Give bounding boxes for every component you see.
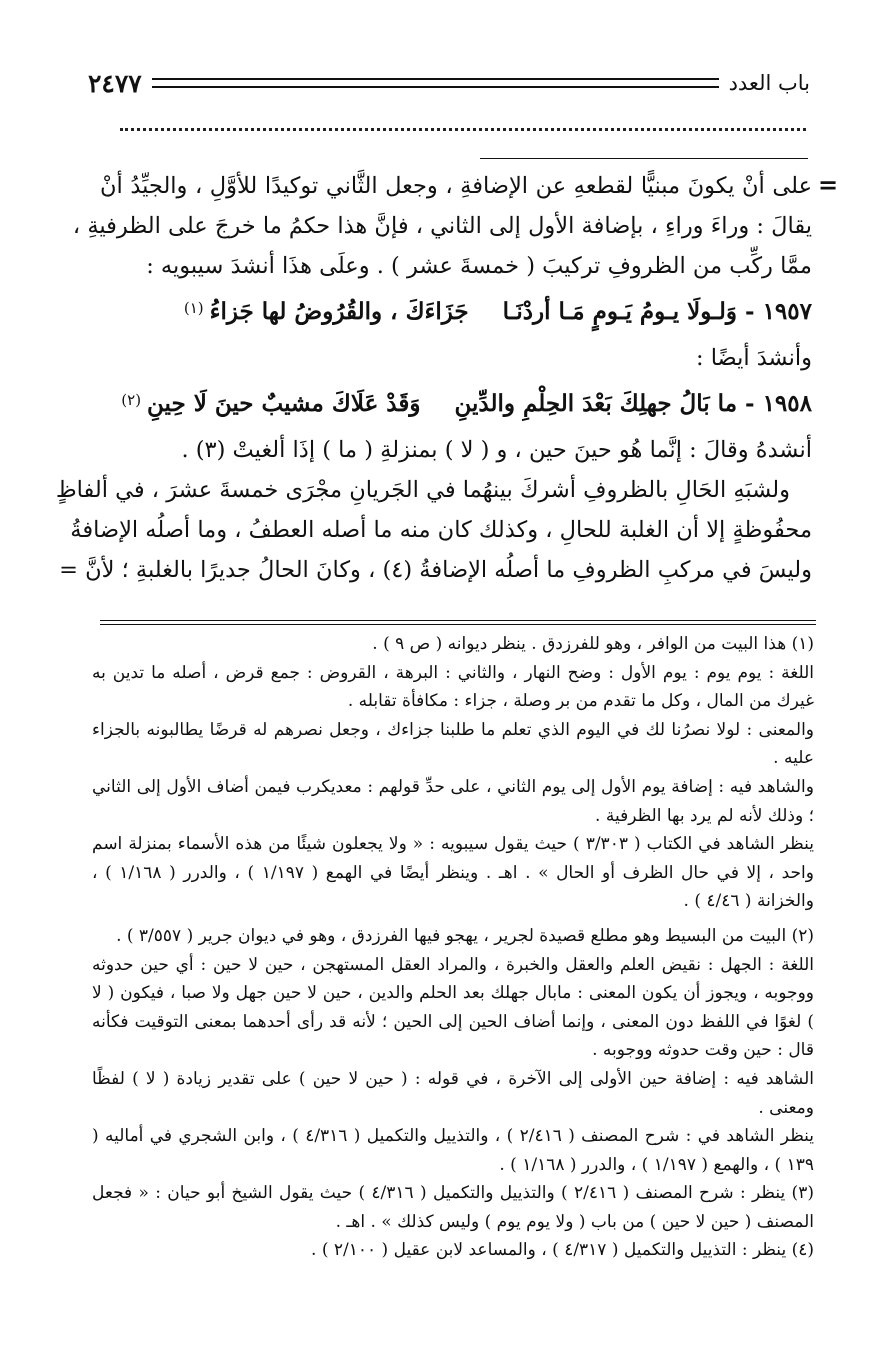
continuation-mark-start: = [818,170,839,199]
footnote-4: (٤) ينظر : التذييل والتكميل ( ٤/٣١٧ ) ، والمساعد لابن عقيل ( ٢/١٠٠ ) . [311,1240,814,1261]
verse-hemistich-2: وَقَدْ عَلَاكَ مشيبٌ حينَ لَا حِينِ [147,390,421,417]
verse-hemistich-2: جَزَاءَكَ ، والقُرُوضُ لها جَزاءُ [209,298,469,325]
text-line: على أنْ يكونَ مبنيًّا لقطعهِ عن الإضافةِ ، وجعل الثَّاني توكيدًا للأوَّلِ ، والجيِّدُ أنْ [100,173,812,199]
footnote-2-lexicon: اللغة : الجهل : نقيض العلم والعقل والخبرة ، والمراد العقل المستهجن ، حين لا حين : أي حين حدوثه ووجوبه ، ويجوز أن يكون المعنى : مابال جهلك بعد الحلم والدين ، حين لا حين جهل ولا صبا ، فيكون ( لا ) لغوًا في اللفظ دون المعنى ، وإنما أضاف الحين إلى الحين ؛ لأنه قد رأى أحدهما بمعنى التوقيت فكأنه قال : حين وقت حدوثه ووجوبه . [92,954,814,1061]
verse-hemistich-1: وَلـولَا يـومُ يَـومٍ مَـا أردْنَـا [502,298,738,325]
footnote-2: (٢) البيت من البسيط وهو مطلع قصيدة لجرير ، يهجو فيها الفرزدق ، وهو في ديوان جرير ( ٣/٥٥٧ ) . [116,925,814,946]
verse-1957 [100,286,812,338]
footnote-1: (١) هذا البيت من الوافر ، وهو للفرزدق . ينظر ديوانه ( ص ٩ ) . [372,634,814,654]
running-header [88,66,810,100]
text-line: وليسَ في مركبِ الظروفِ ما أصلُه الإضافةُ (٤) ، وكانَ الحالُ جديرًا بالغلبةِ ؛ لأنَّ = [59,557,812,583]
main-text [55,166,812,590]
footnote-3: (٣) ينظر : شرح المصنف ( ٢/٤١٦ ) والتذييل والتكميل ( ٤/٣١٦ ) حيث يقول الشيخ أبو حيان : « فجعل المصنف ( حين لا حين ) من باب ( ولا يوم يوم ) وليس كذلك » . اهـ . [92,1183,814,1232]
footnote-2-evidence: الشاهد فيه : إضافة حين الأولى إلى الآخرة ، في قوله : ( حين لا حين ) على تقدير زيادة ( لا ) لفظًا ومعنى . [92,1068,814,1118]
text-line: أنشدهُ وقالَ : إنَّما هُو حينَ حين ، و ( لا ) بمنزلةِ ( ما ) إذَا ألغيتْ (٣) . [181,437,812,463]
verse-hemistich-1: ما بَالُ جهلِكَ بَعْدَ الحِلْمِ والدِّينِ [454,390,738,417]
footnote-1-meaning: والمعنى : لولا نصرُنا لك في اليوم الذي تعلم ما طلبنا جزاءك ، وجعل نصرهم له قرضًا يطالبونه بالجزاء عليه . [92,719,814,769]
text-line: محفُوظةٍ إلا أن الغلبة للحالِ ، وكذلك كان منه ما أصله العطفُ ، وما أصلُه الإضافةُ [70,517,812,543]
footnote-1-refs: ينظر الشاهد في الكتاب ( ٣/٣٠٣ ) حيث يقول سيبويه : « ولا يجعلون شيئًا من هذه الأسماء بمنزلة اسم واحد ، إلا في حال الظرف أو الحال » . اهـ . وينظر أيضًا في الهمع ( ١/١٩٧ ) ، والدرر ( ١/١٦٨ ) ، والخزانة ( ٤/٤٦ ) . [92,834,814,912]
verse-1958 [100,378,812,430]
text-line: ممَّا ركِّب من الظروفِ تركيبَ ( خمسةَ عشر ) . وعلَى هذَا أنشدَ سيبويه : [146,253,812,279]
footnote-ref: (٢) [121,391,142,409]
footnote-1-lexicon: اللغة : يوم يوم : يوم الأول : وضح النهار ، والثاني : البرهة ، القروض : جمع قرض ، أصله ما تدين به غيرك من المال ، وكل ما تقدم من بر وصلة ، جزاء : مكافأة تقابله . [92,662,814,712]
footnote-separator [100,620,816,621]
text-line: يقالَ : وراءَ وراءِ ، بإضافة الأول إلى الثاني ، فإنَّ هذا حكمُ ما خرجَ على الظرفيةِ ، [72,213,812,239]
continuation-rule [480,158,808,159]
header-rule [152,78,719,88]
page-number: ٢٤٧٧ [88,68,142,98]
footnote-2-refs: ينظر الشاهد في : شرح المصنف ( ٢/٤١٦ ) ، والتذييل والتكميل ( ٤/٣١٦ ) ، وابن الشجري في أماليه ( ١٣٩ ) ، والهمع ( ١/١٩٧ ) ، والدرر ( ١/١٦٨ ) . [92,1126,814,1175]
text-line: وأنشدَ أيضًا : [695,345,812,371]
text-line: ولشبَهِ الحَالِ بالظروفِ أشركَ بينهُما في الجَريانِ مجْرَى خمسةَ عشرَ ، في ألفاظٍ [55,477,790,503]
footnote-separator-inner [100,624,816,625]
chapter-title: باب العدد [728,71,810,95]
footnotes [92,630,814,1265]
footnote-1-evidence: والشاهد فيه : إضافة يوم الأول إلى يوم الثاني ، على حدِّ قولهم : معديكرب فيمن أضاف الأول إلى الثاني ؛ وذلك لأنه لم يرد بها الظرفية . [92,776,814,826]
footnote-ref: (١) [183,299,204,317]
verse-number: ١٩٥٨ - [745,390,812,417]
dotted-separator [120,128,806,131]
verse-number: ١٩٥٧ - [745,298,812,325]
